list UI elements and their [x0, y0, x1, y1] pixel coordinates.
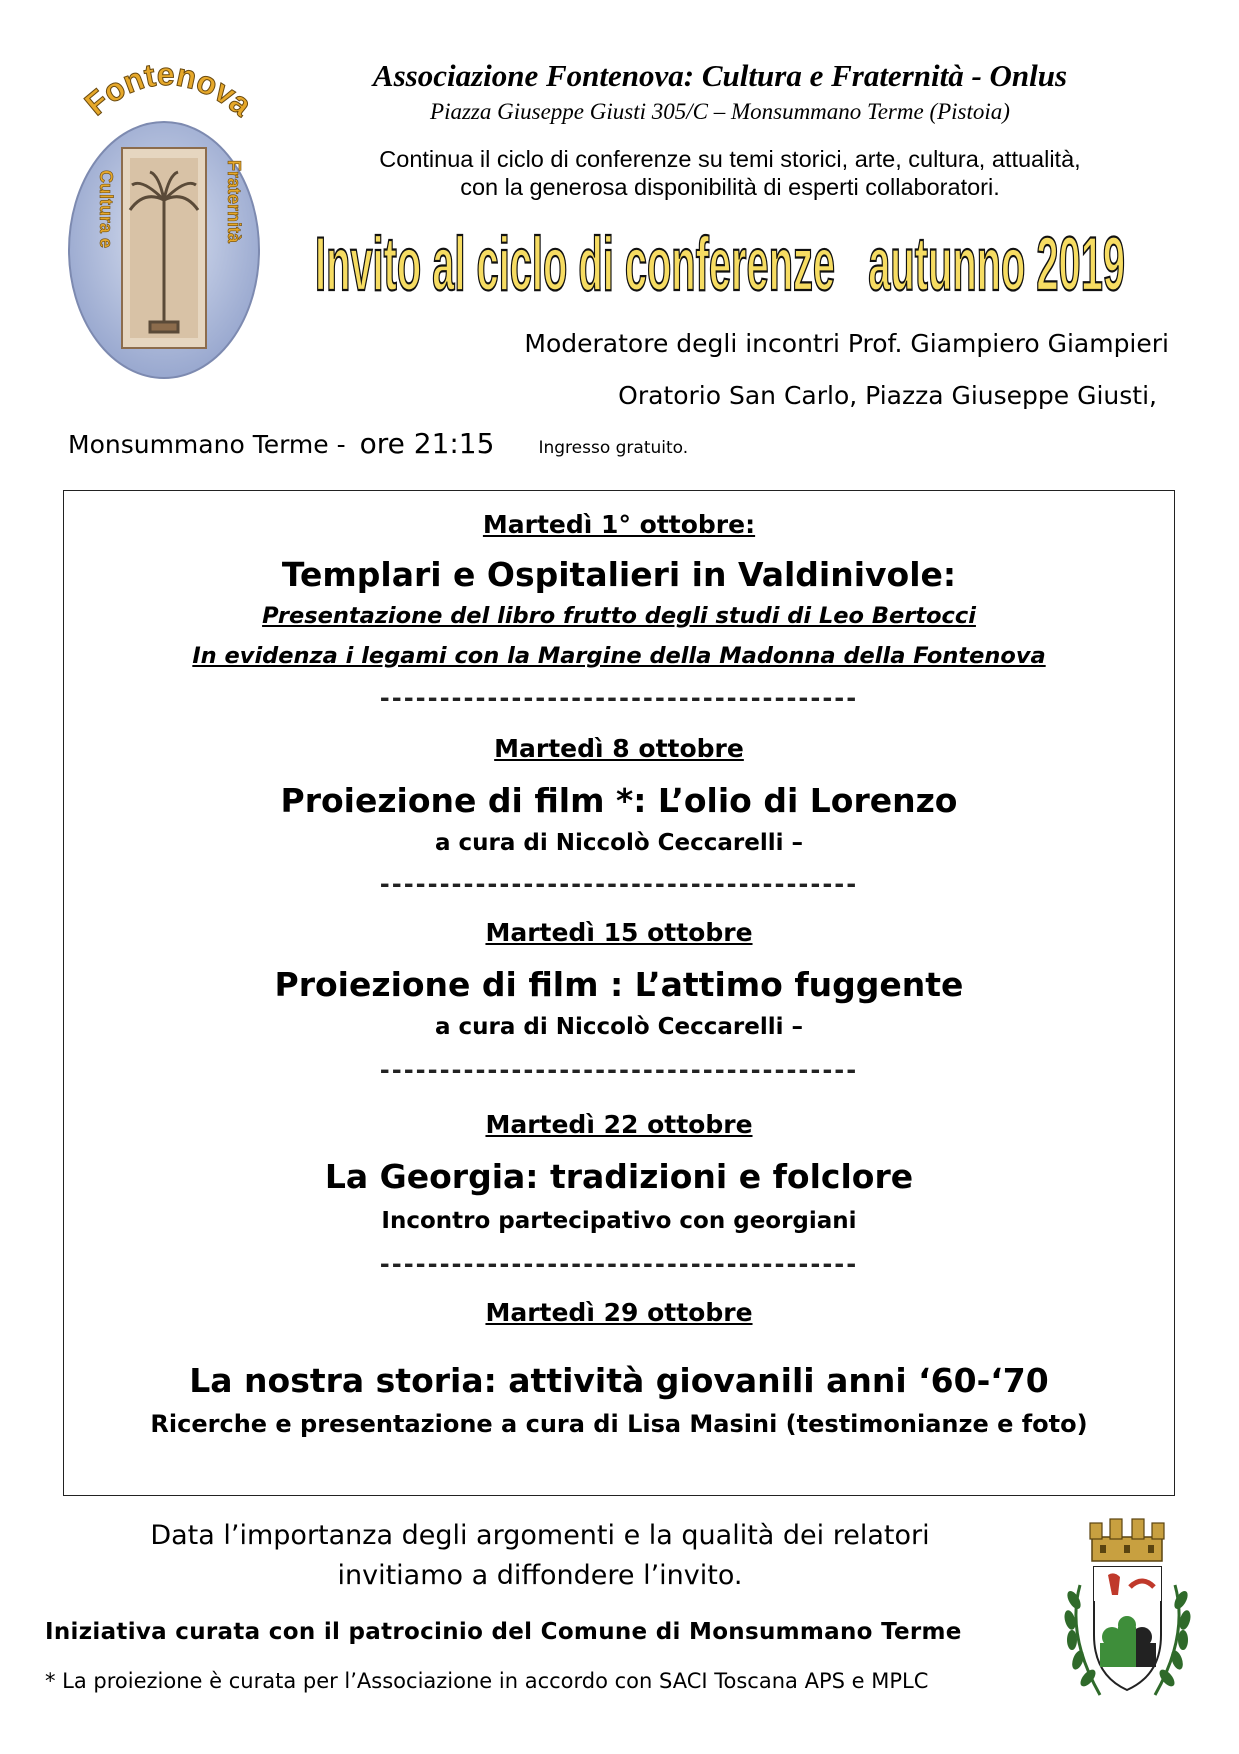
event-5-subtitle: Ricerche e presentazione a cura di Lisa Masini (testimonianze e foto)	[150, 1410, 1088, 1438]
separator-1: ----------------------------------------	[379, 684, 859, 712]
venue-line: Oratorio San Carlo, Piazza Giuseppe Giusti,	[618, 381, 1157, 410]
separator-2: ----------------------------------------	[379, 870, 859, 898]
footnote-text: * La proiezione è curata per l’Associazione in accordo con SACI Toscana APS e MPLC	[45, 1669, 929, 1693]
closing-line-1: Data l’importanza degli argomenti e la qualità dei relatori	[150, 1520, 930, 1551]
patronage-text: Iniziativa curata con il patrocinio del Comune di Monsummano Terme	[45, 1619, 962, 1645]
logo-right-word: Fraternità	[224, 160, 244, 244]
intro-line-2: con la generosa disponibilità di esperti collaboratori.	[460, 174, 1000, 200]
event-2-subtitle: a cura di Niccolò Ceccarelli –	[434, 830, 804, 856]
event-2-title: Proiezione di film *: L’olio di Lorenzo	[280, 781, 958, 820]
organization-address: Piazza Giuseppe Giusti 305/C – Monsummano Terme (Pistoia)	[430, 99, 1010, 124]
event-5-date: Martedì 29 ottobre	[485, 1298, 753, 1327]
event-5-title: La nostra storia: attività giovanili anni ‘60-‘70	[189, 1361, 1049, 1400]
intro-line-1: Continua il ciclo di conferenze su temi storici, arte, cultura, attualità,	[379, 146, 1081, 172]
organization-name: Associazione Fontenova: Cultura e Fraternità - Onlus	[372, 58, 1068, 93]
event-4-subtitle: Incontro partecipativo con georgiani	[381, 1208, 857, 1234]
event-4-date: Martedì 22 ottobre	[485, 1110, 753, 1139]
intro-text	[280, 145, 1180, 201]
free-entry-text: Ingresso gratuito.	[538, 438, 689, 458]
event-3-date: Martedì 15 ottobre	[485, 918, 753, 947]
closing-line-2: invitiamo a diffondere l’invito.	[337, 1560, 743, 1591]
moderator-line: Moderatore degli incontri Prof. Giampiero Giampieri	[524, 329, 1169, 358]
separator-4: ----------------------------------------	[379, 1250, 859, 1278]
event-3-subtitle: a cura di Niccolò Ceccarelli –	[434, 1014, 804, 1040]
town-text: Monsummano Terme -	[68, 430, 354, 459]
fontenova-logo	[64, 50, 264, 380]
time-text: ore 21:15	[359, 427, 495, 460]
closing-text	[60, 1516, 1020, 1596]
municipal-crest-icon	[1060, 1515, 1195, 1715]
separator-3: ----------------------------------------	[379, 1056, 859, 1084]
event-4-title: La Georgia: tradizioni e folclore	[324, 1157, 914, 1196]
headline-text: Invito al ciclo di conferenze autunno 2019	[315, 222, 1125, 307]
logo-left-word: Cultura e	[96, 170, 116, 249]
event-1-subtitle-2: In evidenza i legami con la Margine della Madonna della Fontenova	[192, 643, 1046, 669]
crown-icon	[1090, 1519, 1164, 1561]
logo-top-word: Fontenova	[77, 55, 259, 124]
event-1-date: Martedì 1° ottobre:	[482, 510, 756, 539]
town-time-line	[68, 426, 688, 466]
event-2-date: Martedì 8 ottobre	[494, 734, 744, 763]
event-3-title: Proiezione di film : L’attimo fuggente	[274, 965, 964, 1004]
event-1-subtitle-1: Presentazione del libro frutto degli studi di Leo Bertocci	[262, 603, 976, 629]
event-1-title: Templari e Ospitalieri in Valdinivole:	[281, 555, 957, 594]
headline-banner	[300, 218, 1140, 318]
schedule-box	[63, 490, 1175, 1496]
